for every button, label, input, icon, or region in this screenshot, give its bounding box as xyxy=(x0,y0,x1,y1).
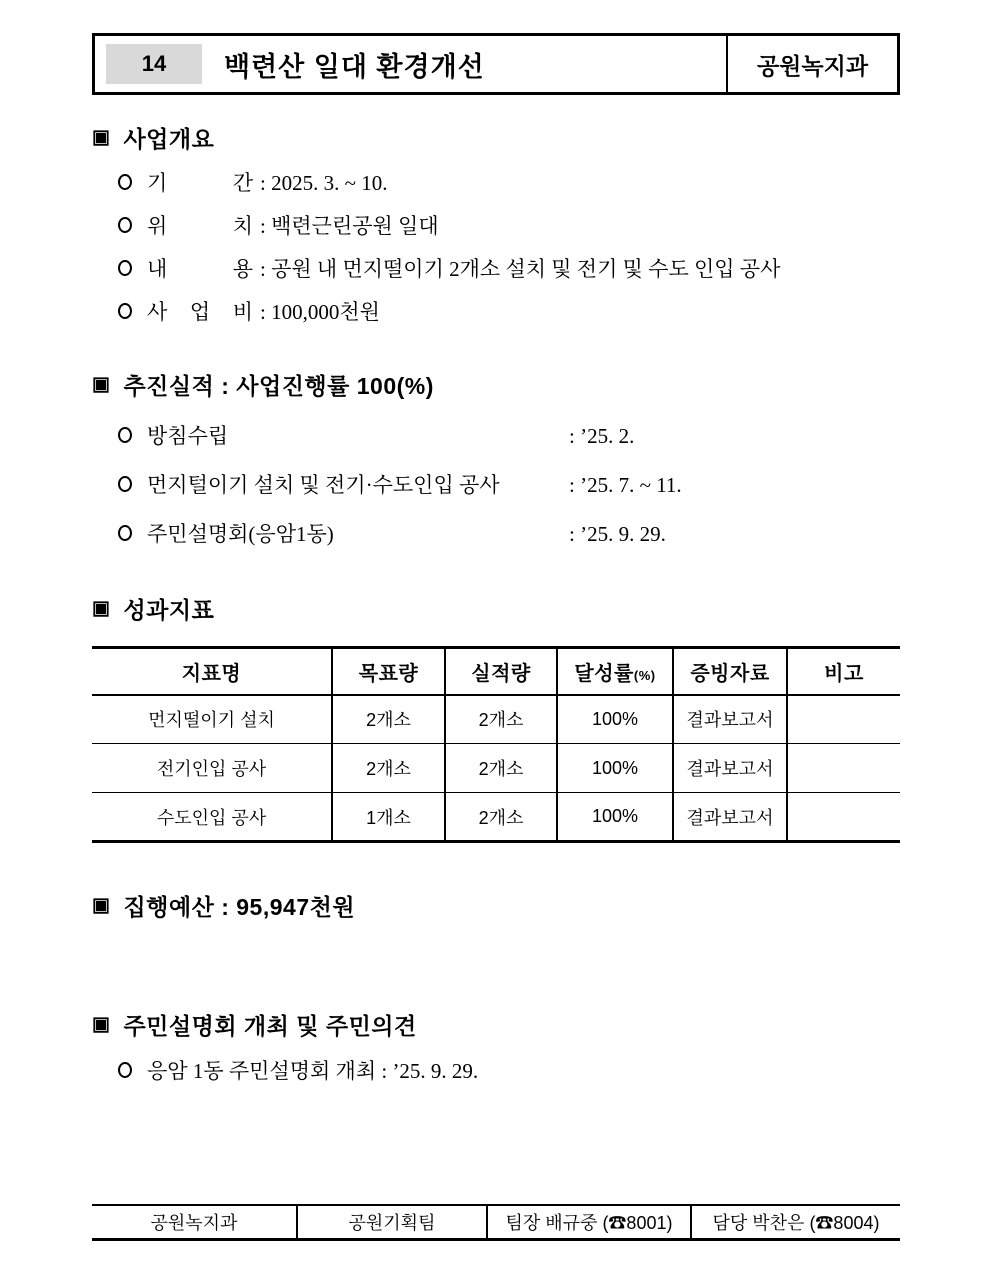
footer-staff: 담당 박찬은 (☎8004) xyxy=(690,1206,900,1238)
cell-note xyxy=(787,695,900,744)
cell-rate: 100% xyxy=(557,793,673,842)
footer-department: 공원녹지과 xyxy=(150,1213,238,1233)
document-page xyxy=(92,0,900,1085)
section-overview-label: 사업개요 xyxy=(123,126,215,152)
progress-item-label: 주민설명회(응암1동) xyxy=(147,522,334,546)
section-meeting-label: 주민설명회 개최 및 주민의견 xyxy=(123,1013,417,1039)
overview-item-label: 내 용 xyxy=(147,257,253,281)
footer-team: 공원기획팀 xyxy=(296,1206,486,1238)
circle-bullet-icon xyxy=(118,525,132,541)
col-header-rate xyxy=(557,648,673,695)
table-row xyxy=(92,695,900,744)
section-marker-icon: ▣ xyxy=(92,895,111,916)
cell-note xyxy=(787,744,900,793)
overview-item-label: 사 업 비 xyxy=(147,300,253,324)
col-header-evidence: 증빙자료 xyxy=(673,648,787,695)
cell-actual: 2개소 xyxy=(445,695,557,744)
circle-bullet-icon xyxy=(118,303,132,319)
overview-item xyxy=(118,296,900,326)
budget-amount: 집행예산 : 95,947천원 xyxy=(123,894,356,920)
title-box xyxy=(92,33,900,95)
footer-team-leader: 팀장 배규중 (☎8001) xyxy=(486,1206,690,1238)
col-header-rate-label: 달성률 xyxy=(574,662,634,685)
progress-item-label: 먼지털이기 설치 및 전기·수도인입 공사 xyxy=(147,473,500,497)
cell-actual: 2개소 xyxy=(445,744,557,793)
section-budget-title xyxy=(92,889,900,922)
progress-item xyxy=(118,469,900,499)
cell-indicator: 먼지떨이기 설치 xyxy=(92,695,332,744)
section-meeting-title xyxy=(92,1008,900,1041)
table-row xyxy=(92,744,900,793)
progress-item xyxy=(118,518,900,548)
progress-item-label: 방침수립 xyxy=(147,424,229,448)
circle-bullet-icon xyxy=(118,1062,132,1078)
col-header-indicator: 지표명 xyxy=(92,648,332,695)
section-indicators-label: 성과지표 xyxy=(123,597,215,623)
page-title: 백련산 일대 환경개선 xyxy=(224,51,485,82)
col-header-note: 비고 xyxy=(787,648,900,695)
col-header-actual: 실적량 xyxy=(445,648,557,695)
cell-rate: 100% xyxy=(557,695,673,744)
cell-target: 2개소 xyxy=(332,695,445,744)
progress-item-date: : ’25. 2. xyxy=(569,424,635,448)
section-indicators-title xyxy=(92,592,900,625)
section-marker-icon: ▣ xyxy=(92,1014,111,1035)
progress-item-date: : ’25. 7. ~ 11. xyxy=(569,473,682,497)
circle-bullet-icon xyxy=(118,476,132,492)
cell-indicator: 수도인입 공사 xyxy=(92,793,332,842)
section-marker-icon: ▣ xyxy=(92,374,111,395)
cell-rate: 100% xyxy=(557,744,673,793)
cell-indicator: 전기인입 공사 xyxy=(92,744,332,793)
cell-note xyxy=(787,793,900,842)
cell-evidence: 결과보고서 xyxy=(673,695,787,744)
department-cell: 공원녹지과 xyxy=(726,36,897,92)
cell-target: 2개소 xyxy=(332,744,445,793)
meeting-item-label: 응암 1동 주민설명회 개최 : ’25. 9. 29. xyxy=(147,1059,479,1083)
cell-target: 1개소 xyxy=(332,793,445,842)
overview-item xyxy=(118,253,900,283)
overview-item-label: 위 치 xyxy=(147,214,253,238)
table-row xyxy=(92,793,900,842)
progress-item xyxy=(118,420,900,450)
indicators-table xyxy=(92,646,900,843)
overview-item-value: : 공원 내 먼지떨이기 2개소 설치 및 전기 및 수도 인입 공사 xyxy=(260,257,781,281)
circle-bullet-icon xyxy=(118,217,132,233)
section-overview-title xyxy=(92,121,900,154)
circle-bullet-icon xyxy=(118,427,132,443)
col-header-rate-unit: (%) xyxy=(633,667,656,683)
section-marker-icon: ▣ xyxy=(92,598,111,619)
section-progress-title xyxy=(92,368,900,401)
section-progress-label: 추진실적 : 사업진행률 100(%) xyxy=(123,373,434,399)
progress-item-date: : ’25. 9. 29. xyxy=(569,522,666,546)
title-box-left xyxy=(95,36,726,92)
cell-actual: 2개소 xyxy=(445,793,557,842)
footer-contact-table xyxy=(92,1204,900,1241)
overview-item-value: : 100,000천원 xyxy=(260,300,380,324)
cell-evidence: 결과보고서 xyxy=(673,744,787,793)
indicators-header-row xyxy=(92,648,900,695)
meeting-item xyxy=(118,1055,900,1085)
cell-evidence: 결과보고서 xyxy=(673,793,787,842)
circle-bullet-icon xyxy=(118,260,132,276)
col-header-target: 목표량 xyxy=(332,648,445,695)
section-marker-icon: ▣ xyxy=(92,127,111,148)
circle-bullet-icon xyxy=(118,174,132,190)
overview-item-value: : 2025. 3. ~ 10. xyxy=(260,171,388,195)
overview-item-value: : 백련근린공원 일대 xyxy=(260,214,439,238)
overview-item xyxy=(118,167,900,197)
overview-item-label: 기 간 xyxy=(147,171,253,195)
item-number-badge: 14 xyxy=(106,44,202,84)
overview-item xyxy=(118,210,900,240)
